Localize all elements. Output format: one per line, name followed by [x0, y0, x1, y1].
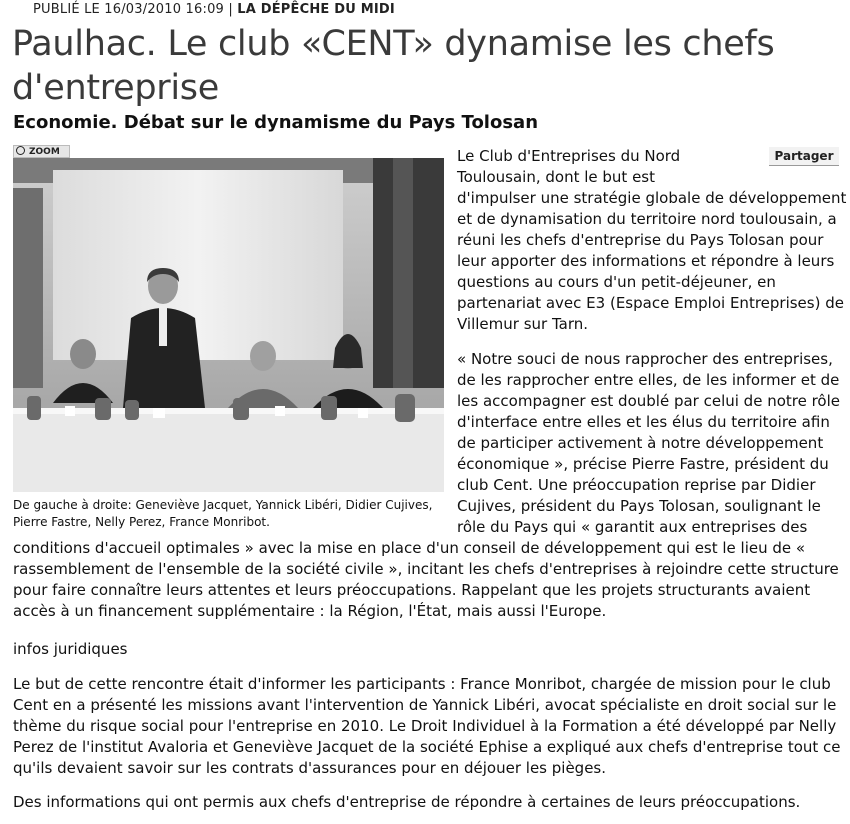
photo-caption: De gauche à droite: Geneviève Jacquet, Yannick Libéri, Didier Cujives, Pierre Fastre, Nelly Perez, France Monribot.: [13, 498, 433, 529]
article-subtitle: Economie. Débat sur le dynamisme du Pays Tolosan: [13, 112, 539, 133]
intro-line-1: Le Club d'Entreprises du Nord: [457, 147, 681, 165]
publish-date: PUBLIÉ LE 16/03/2010 16:09 |: [33, 2, 233, 17]
article-photo[interactable]: [13, 158, 444, 492]
magnifier-icon: [16, 146, 25, 155]
paragraph-intro: [457, 146, 847, 335]
paragraph-quote-continued: conditions d'accueil optimales » avec la mise en place d'un conseil de développement qui est le lieu de « rassemblement de l'ensemble de la société civile », incitant les chefs d'entreprises à rejoindre cette structure pour faire connaître leurs attentes et leurs préoccupations. Rappelant que les projets structurants avaient accès à un financement supplémentaire : la Région, l'État, mais aussi l'Europe.: [13, 539, 839, 620]
zoom-button[interactable]: [13, 145, 70, 158]
article-title: Paulhac. Le club «CENT» dynamise les chefs d'entreprise: [12, 24, 775, 108]
newspaper-name: LA DÉPÊCHE DU MIDI: [237, 2, 395, 17]
section-heading: infos juridiques: [13, 640, 128, 658]
paragraph-conclusion: Des informations qui ont permis aux chefs d'entreprise de répondre à certaines de leurs préoccupations.: [13, 793, 801, 811]
intro-rest: d'impulser une stratégie globale de développement et de dynamisation du territoire nord toulousain, a réuni les chefs d'entreprise du Pays Tolosan pour leur apporter des informations et répondre à leurs questions au cours d'un petit-déjeuner, en partenariat avec E3 (Espace Emploi Entreprises) de Villemur sur Tarn.: [457, 189, 847, 333]
intro-line-2: Toulousain, dont le but est: [457, 168, 655, 186]
share-button[interactable]: Partager: [769, 147, 839, 166]
paragraph-quote: « Notre souci de nous rapprocher des entreprises, de les rapprocher entre elles, de les informer et de les accompagner est doublé par celui de notre rôle d'interface entre elles et les élus du territoire afin de participer activement à notre développement économique », précise Pierre Fastre, président du club Cent. Une préoccupation reprise par Didier Cujives, président du Pays Tolosan, soulignant le rôle du Pays qui « garantit aux entreprises des: [457, 350, 841, 536]
zoom-label: ZOOM: [29, 147, 60, 157]
publication-meta: [33, 2, 395, 17]
paragraph-meeting: Le but de cette rencontre était d'informer les participants : France Monribot, chargée de mission pour le club Cent en a présenté les missions avant l'intervention de Yannick Libéri, avocat spécialiste en droit social sur le thème du risque social pour l'entreprise en 2010. Le Droit Individuel à la Formation a été développé par Nelly Perez de l'institut Avaloria et Geneviève Jacquet de la société Ephise a expliqué aux chefs d'entreprise tout ce qu'ils devaient savoir sur les contrats d'assurances pour en déjouer les pièges.: [13, 675, 841, 777]
